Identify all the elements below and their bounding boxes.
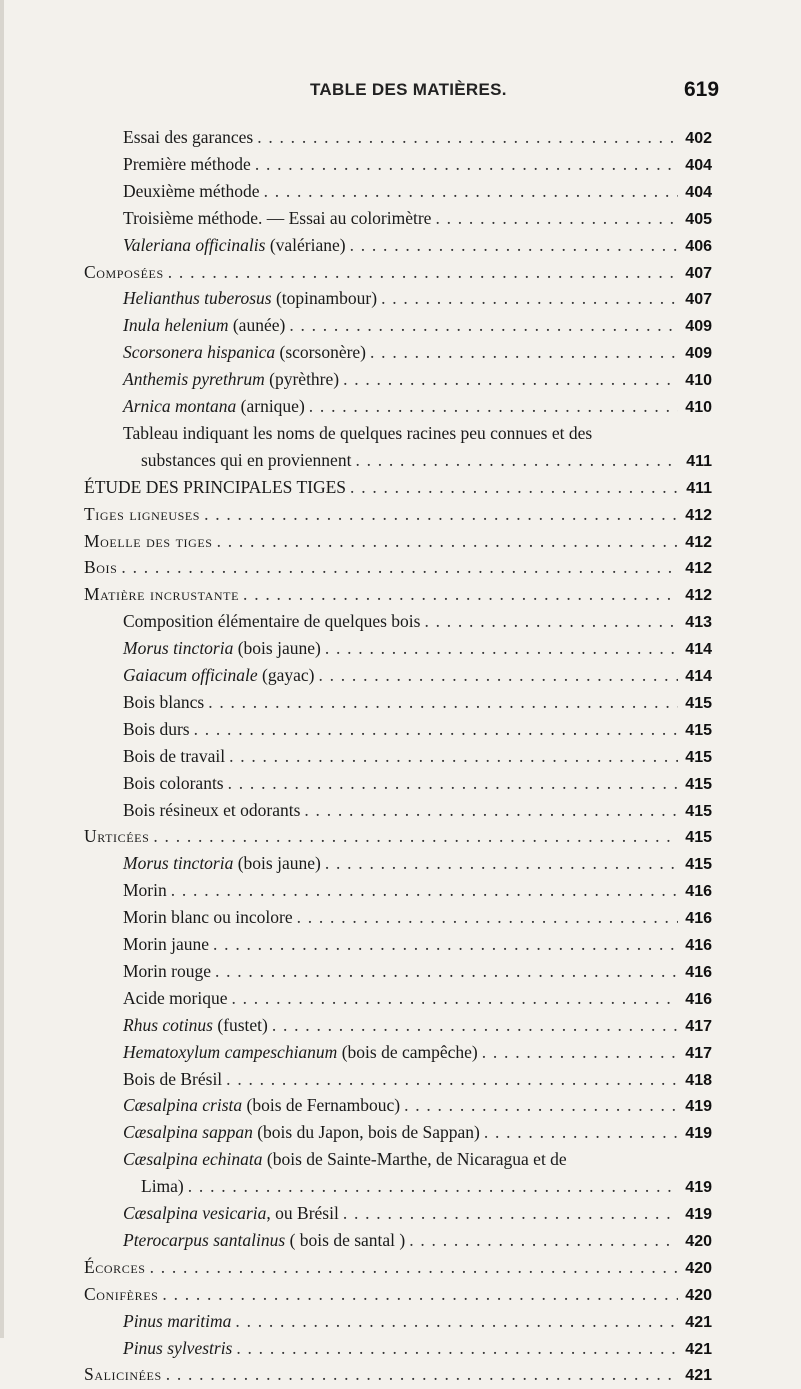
entry-title: Bois blancs <box>123 691 205 712</box>
entry-latin-name: Rhus cotinus <box>123 1014 213 1035</box>
toc-entry-first-line <box>123 1146 567 1172</box>
entry-title: Bois durs <box>123 718 190 739</box>
dot-leader <box>325 635 678 661</box>
entry-text <box>123 1200 339 1226</box>
entry-text <box>123 205 431 231</box>
entry-text <box>123 339 366 365</box>
toc-entry <box>123 1119 712 1145</box>
entry-page-number: 402 <box>685 130 712 147</box>
entry-latin-name: Scorsonera hispanica <box>123 342 276 363</box>
dot-leader <box>228 770 678 796</box>
entry-page-number: 415 <box>685 748 712 766</box>
dot-leader <box>153 823 678 849</box>
entry-page-number: 420 <box>685 1259 712 1277</box>
entry-page-number: 421 <box>685 1340 712 1358</box>
entry-common-name: (bois jaune) <box>233 638 321 659</box>
entry-title: Tableau indiquant les noms de quelques racines peu connues et des <box>123 422 593 443</box>
dot-leader <box>226 1066 678 1092</box>
page-number: 619 <box>684 78 720 101</box>
toc-entry <box>123 1066 712 1092</box>
dot-leader <box>231 985 678 1011</box>
entry-text <box>123 689 204 715</box>
entry-text <box>123 904 293 930</box>
entry-page-number: 416 <box>685 937 712 954</box>
entry-page-number: 410 <box>685 399 712 416</box>
dot-leader <box>171 877 678 903</box>
entry-common-name: (bois du Japon, bois de Sappan) <box>252 1122 480 1143</box>
toc-entry <box>84 501 712 527</box>
entry-page-number: 412 <box>685 533 712 551</box>
entry-latin-name: Valeriana officinalis <box>123 234 266 255</box>
dot-leader <box>272 1012 678 1038</box>
entry-latin-name: Helianthus tuberosus <box>123 288 272 309</box>
entry-text <box>123 312 285 338</box>
dot-leader <box>229 743 678 769</box>
entry-title: Première méthode <box>123 153 251 174</box>
toc-entry <box>84 1281 712 1307</box>
entry-common-name: (aunée) <box>228 315 286 336</box>
dot-leader <box>264 178 678 204</box>
entry-common-name: , ou Brésil <box>266 1203 339 1223</box>
entry-page-number: 417 <box>685 1017 712 1035</box>
entry-page-number: 415 <box>685 802 712 820</box>
entry-title: Bois de travail <box>123 745 226 766</box>
dot-leader <box>217 528 678 554</box>
toc-entry <box>141 1173 712 1199</box>
entry-section-title: Bois <box>84 557 118 578</box>
entry-common-name: (scorsonère) <box>275 342 367 363</box>
entry-text <box>123 716 190 742</box>
entry-page-number: 418 <box>685 1071 712 1089</box>
entry-latin-name: Gaiacum officinale <box>123 665 258 685</box>
entry-text <box>123 877 167 903</box>
toc-entry <box>123 205 712 231</box>
entry-page-number: 412 <box>685 560 712 578</box>
entry-page-number: 411 <box>686 479 712 497</box>
dot-leader <box>343 366 678 392</box>
entry-text <box>84 474 346 500</box>
toc-entry <box>123 151 712 177</box>
entry-text <box>123 850 321 876</box>
toc-entry <box>123 1200 712 1226</box>
entry-text <box>84 554 117 580</box>
entry-page-number: 417 <box>685 1044 712 1062</box>
entry-continuation: Lima) <box>141 1176 184 1197</box>
dot-leader <box>435 205 678 231</box>
entry-title: Morin blanc ou incolore <box>123 907 293 928</box>
toc-entry <box>123 232 712 258</box>
entry-page-number: 410 <box>685 372 712 390</box>
entry-page-number: 416 <box>685 910 712 928</box>
dot-leader <box>350 474 678 500</box>
entry-text <box>84 528 213 554</box>
entry-text <box>123 958 211 984</box>
entry-section-title: Écorces <box>84 1256 146 1277</box>
running-title: TABLE DES MATIÈRES. <box>310 80 507 99</box>
entry-text <box>123 124 253 150</box>
entry-page-number: 416 <box>685 963 712 981</box>
toc-entry <box>123 312 712 338</box>
toc-entry <box>123 178 712 204</box>
page-edge <box>0 0 4 1338</box>
entry-title: Deuxième méthode <box>123 180 260 201</box>
toc-entry <box>123 770 712 796</box>
entry-title: Morin <box>123 880 167 901</box>
entry-text <box>84 501 200 527</box>
entry-text <box>123 232 346 258</box>
entry-page-number: 414 <box>685 641 712 659</box>
entry-common-name: ( bois de santal ) <box>285 1229 406 1250</box>
entry-page-number: 404 <box>685 156 712 174</box>
toc-entry <box>123 877 712 903</box>
dot-leader <box>257 124 678 150</box>
entry-continuation: substances qui en proviennent <box>141 449 352 470</box>
entry-latin-name: Morus tinctoria <box>123 853 234 874</box>
toc-entry <box>123 743 712 769</box>
entry-page-number: 419 <box>685 1125 712 1143</box>
toc-entry-first-line <box>123 420 592 446</box>
entry-text <box>123 1012 268 1038</box>
dot-leader <box>404 1092 678 1118</box>
entry-page-number: 415 <box>685 721 712 739</box>
entry-page-number: 406 <box>685 237 712 255</box>
dot-leader <box>355 447 678 473</box>
entry-common-name: (arnique) <box>236 396 305 416</box>
entry-page-number: 405 <box>685 210 712 228</box>
dot-leader <box>350 232 678 258</box>
dot-leader <box>424 608 678 634</box>
entry-text <box>84 581 239 607</box>
toc-entry <box>123 797 712 823</box>
entry-section-title: Matière incrustante <box>84 584 240 605</box>
entry-page-number: 420 <box>685 1232 712 1250</box>
toc-entry <box>84 581 712 607</box>
entry-title: Troisième méthode. — Essai au colorimètre <box>123 207 432 228</box>
dot-leader <box>162 1281 678 1307</box>
entry-text <box>123 608 420 634</box>
entry-title: Bois résineux et odorants <box>123 799 301 820</box>
entry-page-number: 421 <box>685 1313 712 1331</box>
toc-entry <box>123 958 712 984</box>
toc-entry <box>123 608 712 634</box>
dot-leader <box>208 689 678 715</box>
entry-text <box>123 151 251 177</box>
entry-text <box>123 1092 400 1118</box>
toc-entry <box>84 554 712 580</box>
dot-leader <box>304 797 678 823</box>
entry-latin-name: Inula helenium <box>123 315 229 336</box>
entry-text <box>123 797 300 823</box>
entry-text <box>123 1039 478 1065</box>
entry-page-number: 409 <box>685 318 712 336</box>
entry-section-title: Composées <box>84 261 164 282</box>
entry-page-number: 409 <box>685 345 712 363</box>
entry-latin-name: Cæsalpina echinata <box>123 1149 263 1170</box>
entry-title: Essai des garances <box>123 127 254 147</box>
dot-leader <box>188 1173 678 1199</box>
dot-leader <box>318 662 678 688</box>
dot-leader <box>297 904 678 930</box>
entry-page-number: 416 <box>685 990 712 1008</box>
page-header <box>0 80 801 110</box>
toc-entry <box>123 124 712 150</box>
entry-page-number: 407 <box>685 264 712 282</box>
entry-page-number: 415 <box>685 694 712 712</box>
toc-entry <box>123 393 712 419</box>
toc-entry <box>123 1335 712 1361</box>
entry-page-number: 415 <box>685 775 712 793</box>
entry-page-number: 421 <box>685 1367 712 1385</box>
entry-title: Morin jaune <box>123 934 210 954</box>
entry-text <box>123 178 260 204</box>
dot-leader <box>166 1361 678 1387</box>
entry-text <box>123 662 314 688</box>
toc-entry <box>141 447 712 473</box>
entry-text <box>84 1281 158 1307</box>
entry-text <box>141 1173 184 1199</box>
toc-entry <box>123 285 712 311</box>
entry-page-number: 415 <box>685 856 712 874</box>
toc-entry <box>84 1361 712 1387</box>
dot-leader <box>343 1200 678 1226</box>
dot-leader <box>150 1254 678 1280</box>
dot-leader <box>121 554 678 580</box>
toc-entry <box>123 1012 712 1038</box>
entry-latin-name: Arnica montana <box>123 396 237 416</box>
toc-entry <box>123 931 712 957</box>
entry-section-title: Moelle des tiges <box>84 530 213 551</box>
entry-section-title: Salicinées <box>84 1364 162 1385</box>
entry-page-number: 412 <box>685 587 712 605</box>
entry-page-number: 419 <box>685 1206 712 1223</box>
dot-leader <box>213 931 678 957</box>
toc-entry <box>123 635 712 661</box>
entry-common-name: (bois de campêche) <box>337 1041 478 1062</box>
toc-entry <box>123 1039 712 1065</box>
entry-latin-name: Cæsalpina sappan <box>123 1122 253 1143</box>
entry-common-name: (topinambour) <box>271 288 378 309</box>
entry-page-number: 419 <box>685 1179 712 1197</box>
dot-leader <box>370 339 678 365</box>
entry-text <box>123 1066 222 1092</box>
toc-entry <box>123 985 712 1011</box>
toc-entry <box>123 366 712 392</box>
entry-text <box>123 1119 480 1145</box>
entry-text <box>123 285 377 311</box>
toc-entry <box>84 259 712 285</box>
entry-text <box>123 931 209 957</box>
dot-leader <box>215 958 678 984</box>
toc-entry <box>84 474 712 500</box>
entry-page-number: 416 <box>685 883 712 901</box>
toc-entry <box>123 1308 712 1334</box>
toc-entry <box>123 716 712 742</box>
toc-entry <box>84 1254 712 1280</box>
entry-title: ÉTUDE DES PRINCIPALES TIGES <box>84 476 347 497</box>
entry-latin-name: Morus tinctoria <box>123 638 234 659</box>
entry-text <box>84 1361 162 1387</box>
dot-leader <box>482 1039 678 1065</box>
entry-latin-name: Hematoxylum campeschianum <box>123 1041 338 1062</box>
entry-page-number: 413 <box>685 614 712 632</box>
entry-text <box>84 259 164 285</box>
entry-text <box>123 743 225 769</box>
dot-leader <box>243 581 678 607</box>
entry-text <box>123 1227 405 1253</box>
entry-section-title: Tiges ligneuses <box>84 503 201 524</box>
entry-common-name: (bois de Fernambouc) <box>242 1095 401 1116</box>
entry-page-number: 420 <box>685 1286 712 1304</box>
dot-leader <box>194 716 678 742</box>
dot-leader <box>168 259 678 285</box>
dot-leader <box>236 1335 678 1361</box>
dot-leader <box>381 285 678 311</box>
entry-common-name: (fustet) <box>212 1014 268 1035</box>
toc-entry <box>84 528 712 554</box>
entry-latin-name: Anthemis pyrethrum <box>123 369 265 390</box>
entry-title: Bois de Brésil <box>123 1068 223 1089</box>
entry-page-number: 415 <box>685 829 712 847</box>
entry-common-name: (valériane) <box>265 234 346 255</box>
entry-page-number: 411 <box>686 452 712 470</box>
toc-entry <box>123 662 712 688</box>
entry-page-number: 412 <box>685 506 712 524</box>
entry-text <box>84 1254 146 1280</box>
entry-latin-name: Cæsalpina crista <box>123 1095 243 1116</box>
entry-common-name: (bois jaune) <box>233 853 321 874</box>
dot-leader <box>409 1227 678 1253</box>
toc-entry <box>123 850 712 876</box>
entry-text <box>123 985 227 1011</box>
entry-common-name: (bois de Sainte-Marthe, de Nicaragua et de <box>262 1149 567 1170</box>
toc-entry <box>123 904 712 930</box>
entry-section-title: Conifères <box>84 1283 159 1304</box>
toc-entry <box>123 689 712 715</box>
dot-leader <box>255 151 678 177</box>
entry-text <box>84 823 149 849</box>
toc-entry <box>84 823 712 849</box>
dot-leader <box>235 1308 678 1334</box>
entry-title: Acide morique <box>123 987 228 1008</box>
entry-title: Morin rouge <box>123 960 211 981</box>
entry-text <box>141 447 351 473</box>
entry-text <box>123 1335 232 1361</box>
entry-common-name: (pyrèthre) <box>264 369 340 390</box>
entry-title: Composition élémentaire de quelques bois <box>123 611 421 632</box>
dot-leader <box>325 850 678 876</box>
entry-page-number: 407 <box>685 291 712 309</box>
entry-text <box>123 770 224 796</box>
entry-latin-name: Pinus maritima <box>123 1310 232 1331</box>
entry-page-number: 414 <box>685 668 712 685</box>
toc-entry <box>123 1227 712 1253</box>
entry-latin-name: Pinus sylvestris <box>123 1337 233 1358</box>
entry-latin-name: Pterocarpus santalinus <box>123 1229 286 1250</box>
dot-leader <box>289 312 678 338</box>
entry-section-title: Urticées <box>84 826 150 847</box>
entry-common-name: (gayac) <box>257 665 315 685</box>
toc-entry <box>123 1092 712 1118</box>
toc-entry <box>123 339 712 365</box>
entry-title: Bois colorants <box>123 772 224 793</box>
entry-text <box>123 366 339 392</box>
entry-text <box>123 1308 231 1334</box>
entry-text <box>123 635 321 661</box>
entry-page-number: 419 <box>685 1098 712 1116</box>
dot-leader <box>204 501 678 527</box>
entry-page-number: 404 <box>685 183 712 201</box>
entry-latin-name: Cæsalpina vesicaria <box>123 1203 267 1223</box>
dot-leader <box>309 393 678 419</box>
entry-text <box>123 393 305 419</box>
dot-leader <box>484 1119 678 1145</box>
